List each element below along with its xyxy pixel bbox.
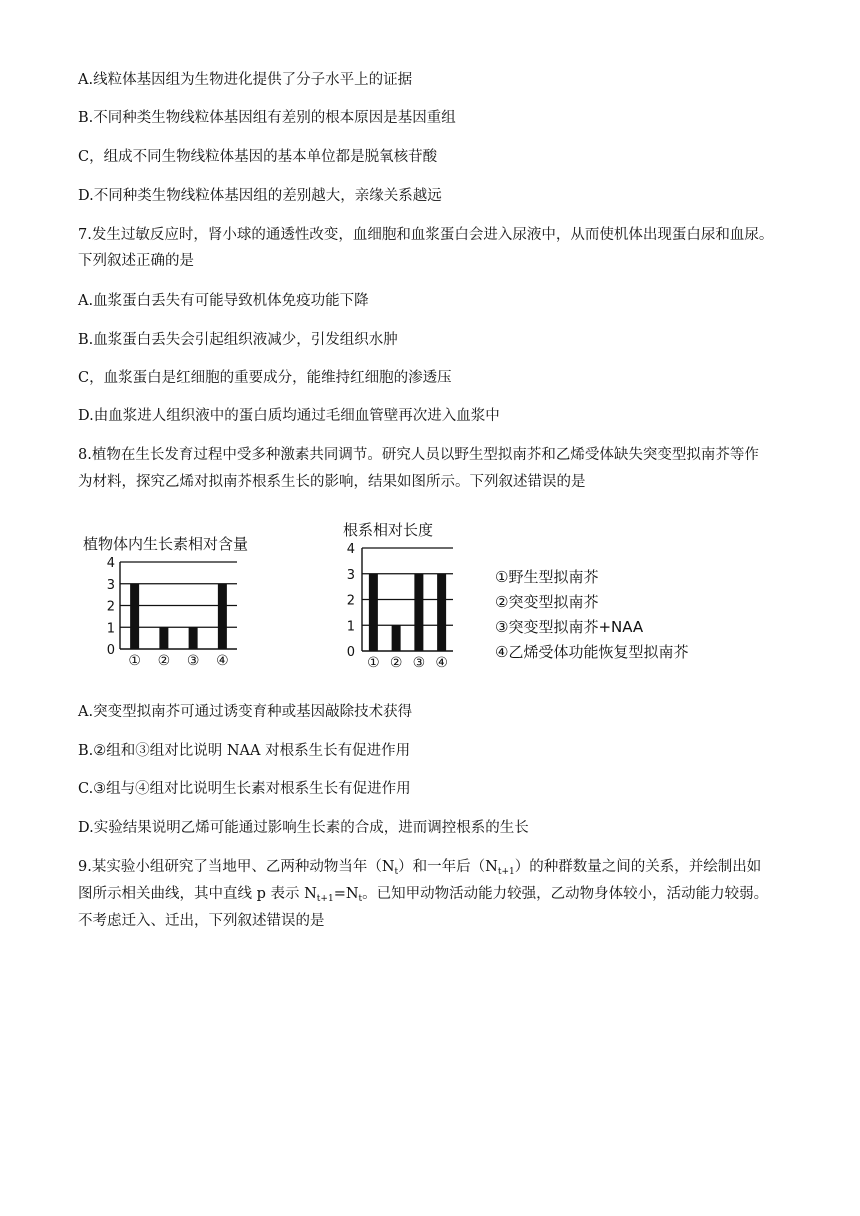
q8-stem-line1: 8.植物在生长发育过程中受多种激素共同调节。研究人员以野生型拟南芥和乙烯受体缺失突变型拟南芥等作 — [78, 447, 759, 463]
x-tick-label: ③ — [186, 653, 200, 669]
y-tick-label: 0 — [106, 643, 115, 658]
root-length-chart — [335, 515, 465, 675]
q7-stem-line1: 7.发生过敏反应时，肾小球的通透性改变，血细胞和血浆蛋白会进入尿液中，从而使机体出现蛋白尿和血尿。 — [78, 227, 774, 243]
y-tick-label: 1 — [346, 619, 355, 635]
y-tick-label: 2 — [106, 599, 115, 615]
q7-option-b: B.血浆蛋白丢失会引起组织液减少，引发组织水肿 — [78, 332, 398, 348]
x-tick-label: ② — [157, 653, 171, 669]
y-tick-label: 2 — [346, 593, 355, 609]
x-tick-label: ② — [389, 655, 403, 671]
q8-option-c: C.③组与④组对比说明生长素对根系生长有促进作用 — [78, 781, 411, 797]
q8-option-d: D.实验结果说明乙烯可能通过影响生长素的合成，进而调控根系的生长 — [78, 820, 529, 836]
legend-item-2: ②突变型拟南芥 — [495, 593, 599, 611]
bar — [437, 574, 446, 651]
y-tick-label: 3 — [106, 577, 115, 593]
x-tick-label: ① — [128, 653, 141, 669]
bar — [159, 627, 168, 649]
q8-option-b: B.②组和③组对比说明 NAA 对根系生长有促进作用 — [78, 743, 411, 759]
chart-title: 根系相对长度 — [343, 521, 434, 539]
q7-option-a: A.血浆蛋白丢失有可能导致机体免疫功能下降 — [78, 293, 369, 309]
y-tick-label: 0 — [346, 645, 355, 660]
q6-option-b: B.不同种类生物线粒体基因组有差别的根本原因是基因重组 — [78, 110, 456, 126]
bar — [392, 625, 401, 651]
bar — [130, 584, 139, 649]
q9-stem-line1: 9.某实验小组研究了当地甲、乙两种动物当年$(N_t)$和一年后$(N_{t+1})$的种群数量之间的关系，并绘制出如 — [78, 859, 762, 877]
y-tick-label: 4 — [106, 556, 115, 571]
x-tick-label: ④ — [216, 653, 229, 669]
chart-title: 植物体内生长素相对含量 — [83, 535, 249, 553]
q6-option-a: A.线粒体基因组为生物进化提供了分子水平上的证据 — [78, 72, 413, 88]
bar — [414, 574, 423, 651]
q7-option-d: D.由血浆进人组织液中的蛋白质均通过毛细血管壁再次进入血浆中 — [78, 408, 500, 424]
q8-option-a: A.突变型拟南芥可通过诱变育种或基因敲除技术获得 — [78, 704, 413, 720]
legend-item-4: ④乙烯受体功能恢复型拟南芥 — [495, 643, 689, 661]
bar — [189, 627, 198, 649]
legend-item-1: ①野生型拟南芥 — [495, 568, 599, 586]
bar — [218, 584, 227, 649]
q7-option-c: C，血浆蛋白是红细胞的重要成分，能维持红细胞的渗透压 — [78, 370, 452, 386]
q6-option-d: D.不同种类生物线粒体基因组的差别越大，亲缘关系越远 — [78, 188, 442, 204]
x-tick-label: ④ — [435, 655, 448, 671]
chart-legend — [495, 565, 688, 665]
q9-stem-line3: 不考虑迁入、迁出，下列叙述错误的是 — [78, 913, 325, 929]
q7-stem-line2: 下列叙述正确的是 — [78, 253, 194, 269]
x-tick-label: ① — [367, 655, 380, 671]
y-tick-label: 3 — [346, 567, 355, 583]
auxin-content-chart — [75, 525, 255, 675]
q6-option-c: C，组成不同生物线粒体基因的基本单位都是脱氧核苷酸 — [78, 149, 438, 165]
y-tick-label: 1 — [106, 621, 115, 637]
legend-item-3: ③突变型拟南芥+NAA — [495, 618, 644, 636]
q8-stem-line2: 为材料，探究乙烯对拟南芥根系生长的影响，结果如图所示。下列叙述错误的是 — [78, 474, 586, 490]
x-tick-label: ③ — [412, 655, 426, 671]
y-tick-label: 4 — [346, 542, 355, 557]
q9-stem-line2: 图所示相关曲线，其中直线 p 表示 $N_{t+1}=N_t$。已知甲动物活动能力较强，乙动物身体较小，活动能力较弱。 — [78, 886, 769, 904]
bar — [369, 574, 378, 651]
